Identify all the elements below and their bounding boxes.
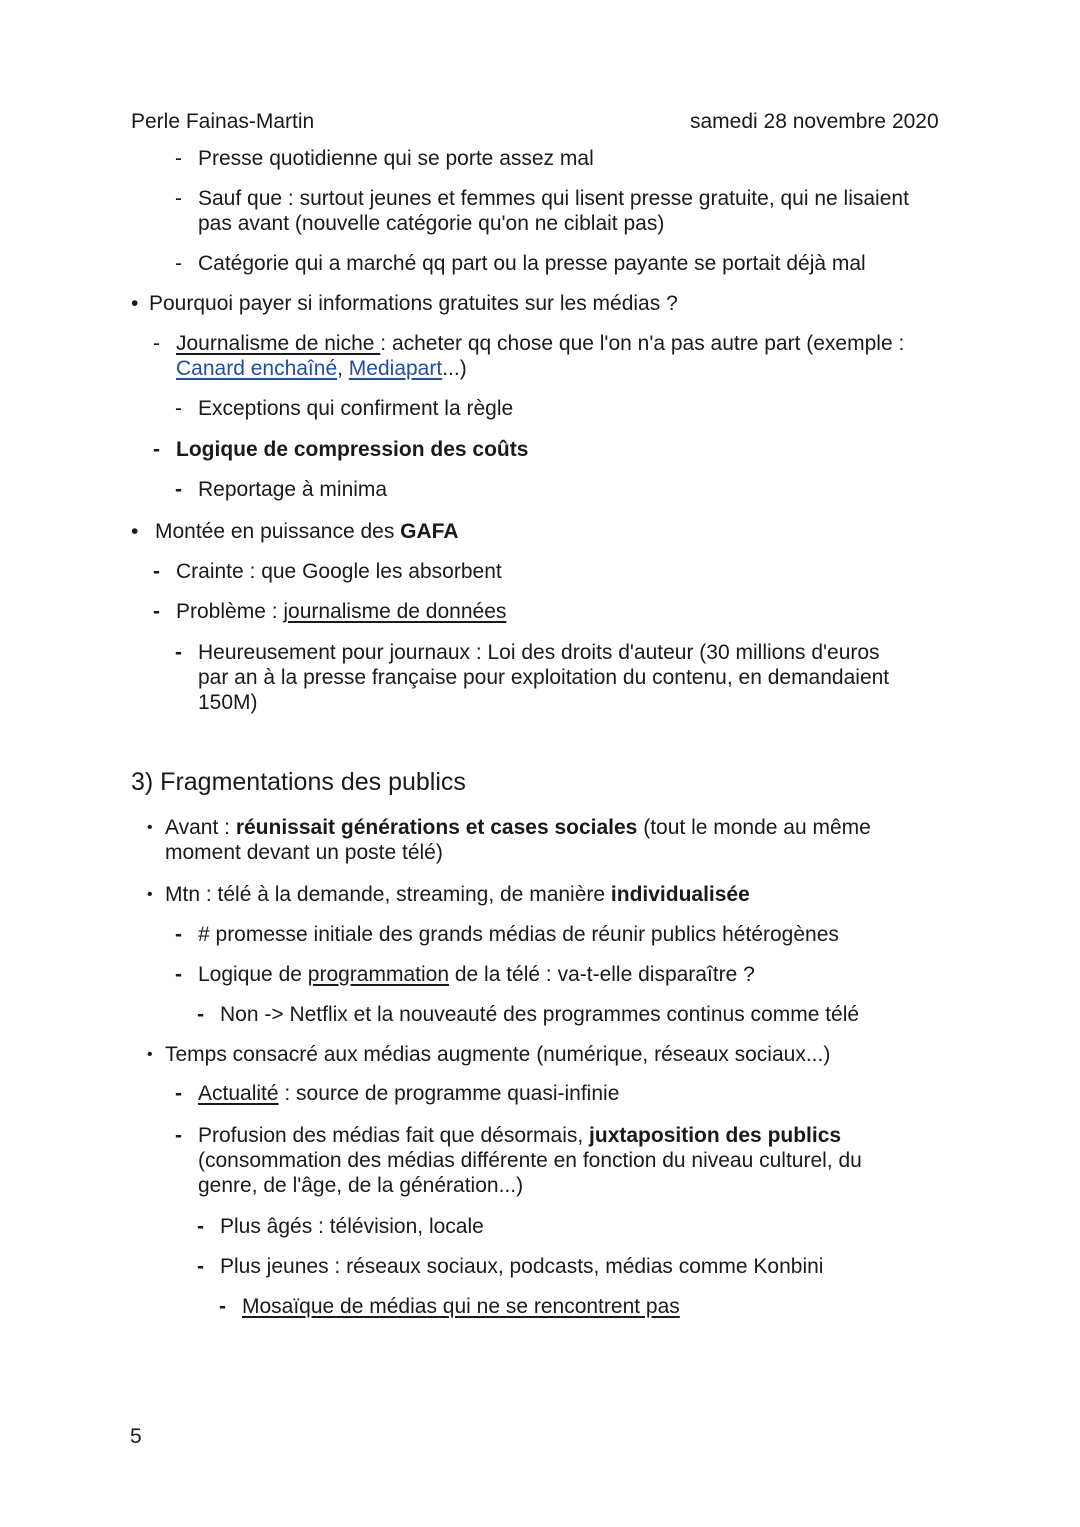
dash-marker: - (197, 1255, 204, 1278)
list-item-continuation: pas avant (nouvelle catégorie qu'on ne ciblait pas) (198, 212, 665, 235)
list-item: Presse quotidienne qui se porte assez mal (198, 147, 594, 170)
page-number: 5 (130, 1425, 142, 1448)
list-item: Catégorie qui a marché qq part ou la presse payante se portait déjà mal (198, 252, 866, 275)
list-item (198, 1123, 841, 1148)
dash-marker: - (175, 641, 182, 664)
list-item-continuation: par an à la presse française pour exploitation du contenu, en demandaient (198, 666, 890, 689)
list-item (176, 599, 506, 624)
bullet-marker: • (131, 520, 139, 543)
dash-marker: - (197, 1215, 204, 1238)
list-item: Sauf que : surtout jeunes et femmes qui lisent presse gratuite, qui ne lisaient (198, 187, 909, 210)
list-item (165, 815, 871, 840)
list-item-text: de la télé : va-t-elle disparaître ? (449, 963, 755, 986)
author-name: Perle Fainas-Martin (131, 110, 315, 133)
dash-marker: - (175, 147, 182, 170)
dash-marker: - (153, 438, 160, 461)
list-item-text: (tout le monde au même (637, 816, 871, 839)
dash-marker: - (175, 187, 182, 210)
list-item-text: ...) (442, 357, 467, 380)
list-item-text: Logique de (198, 963, 308, 986)
list-item-text: Mtn : télé à la demande, streaming, de manière (165, 883, 611, 906)
list-item-continuation: (consommation des médias différente en fonction du niveau culturel, du (198, 1149, 862, 1172)
dash-marker: - (175, 478, 182, 501)
list-item-text: Profusion des médias fait que désormais, (198, 1124, 590, 1147)
dash-marker: - (175, 1082, 182, 1105)
list-item: Heureusement pour journaux : Loi des droits d'auteur (30 millions d'euros (198, 641, 880, 664)
gafa-term: GAFA (400, 520, 459, 543)
dash-marker: - (219, 1295, 226, 1318)
list-item: Non -> Netflix et la nouveauté des programmes continus comme télé (220, 1003, 860, 1026)
list-item: Plus jeunes : réseaux sociaux, podcasts, médias comme Konbini (220, 1255, 824, 1278)
separator: , (337, 357, 349, 380)
programmation-term: programmation (307, 963, 450, 986)
dash-marker: - (153, 332, 160, 355)
link-canard-enchaine[interactable]: Canard enchaîné (176, 357, 338, 380)
bold-term: réunissait générations et cases sociales (235, 816, 638, 839)
list-item: Exceptions qui confirment la règle (198, 397, 514, 420)
section-heading: 3) Fragmentations des publics (131, 768, 466, 796)
actualite-term: Actualité (198, 1082, 279, 1105)
list-item-text: Avant : (165, 816, 236, 839)
list-item: Crainte : que Google les absorbent (176, 560, 502, 583)
dash-marker: - (175, 923, 182, 946)
bold-term: individualisée (610, 883, 750, 906)
dash-marker: - (153, 600, 160, 623)
list-item-text: : acheter qq chose que l'on n'a pas autre part (exemple : (380, 332, 905, 355)
list-item (198, 962, 755, 987)
dash-marker: - (175, 397, 182, 420)
list-item: Logique de compression des coûts (176, 438, 529, 461)
list-item-continuation: genre, de l'âge, de la génération...) (198, 1174, 524, 1197)
list-item: Reportage à minima (198, 478, 388, 501)
dash-marker: - (175, 963, 182, 986)
bullet-marker: • (147, 819, 153, 836)
list-item (198, 1081, 619, 1106)
list-item-continuation (176, 356, 467, 381)
bullet-marker: • (147, 886, 153, 903)
list-item: Plus âgés : télévision, locale (220, 1215, 484, 1238)
list-item-text: Montée en puissance des (155, 520, 401, 543)
dash-marker: - (175, 252, 182, 275)
bullet-marker: • (147, 1046, 153, 1063)
list-item-text: : source de programme quasi-infinie (278, 1082, 620, 1105)
list-item: Pourquoi payer si informations gratuites sur les médias ? (149, 292, 678, 315)
dash-marker: - (197, 1003, 204, 1026)
dash-marker: - (153, 560, 160, 583)
list-item-continuation: moment devant un poste télé) (165, 841, 443, 864)
bullet-marker: • (131, 292, 139, 315)
list-item (176, 331, 904, 356)
data-journalism-term: journalisme de données (283, 600, 507, 623)
niche-journalism-term: Journalisme de niche (176, 332, 381, 355)
dash-marker: - (175, 1124, 182, 1147)
list-item: Temps consacré aux médias augmente (numérique, réseaux sociaux...) (165, 1043, 831, 1066)
list-item (155, 519, 459, 544)
link-mediapart[interactable]: Mediapart (348, 357, 443, 380)
list-item-continuation: 150M) (198, 691, 258, 714)
bold-term: juxtaposition des publics (589, 1124, 842, 1147)
list-item-text: Problème : (176, 600, 284, 623)
list-item: Mosaïque de médias qui ne se rencontrent pas (242, 1295, 680, 1318)
list-item: # promesse initiale des grands médias de réunir publics hétérogènes (198, 923, 839, 946)
document-date: samedi 28 novembre 2020 (690, 110, 939, 133)
list-item (165, 882, 750, 907)
